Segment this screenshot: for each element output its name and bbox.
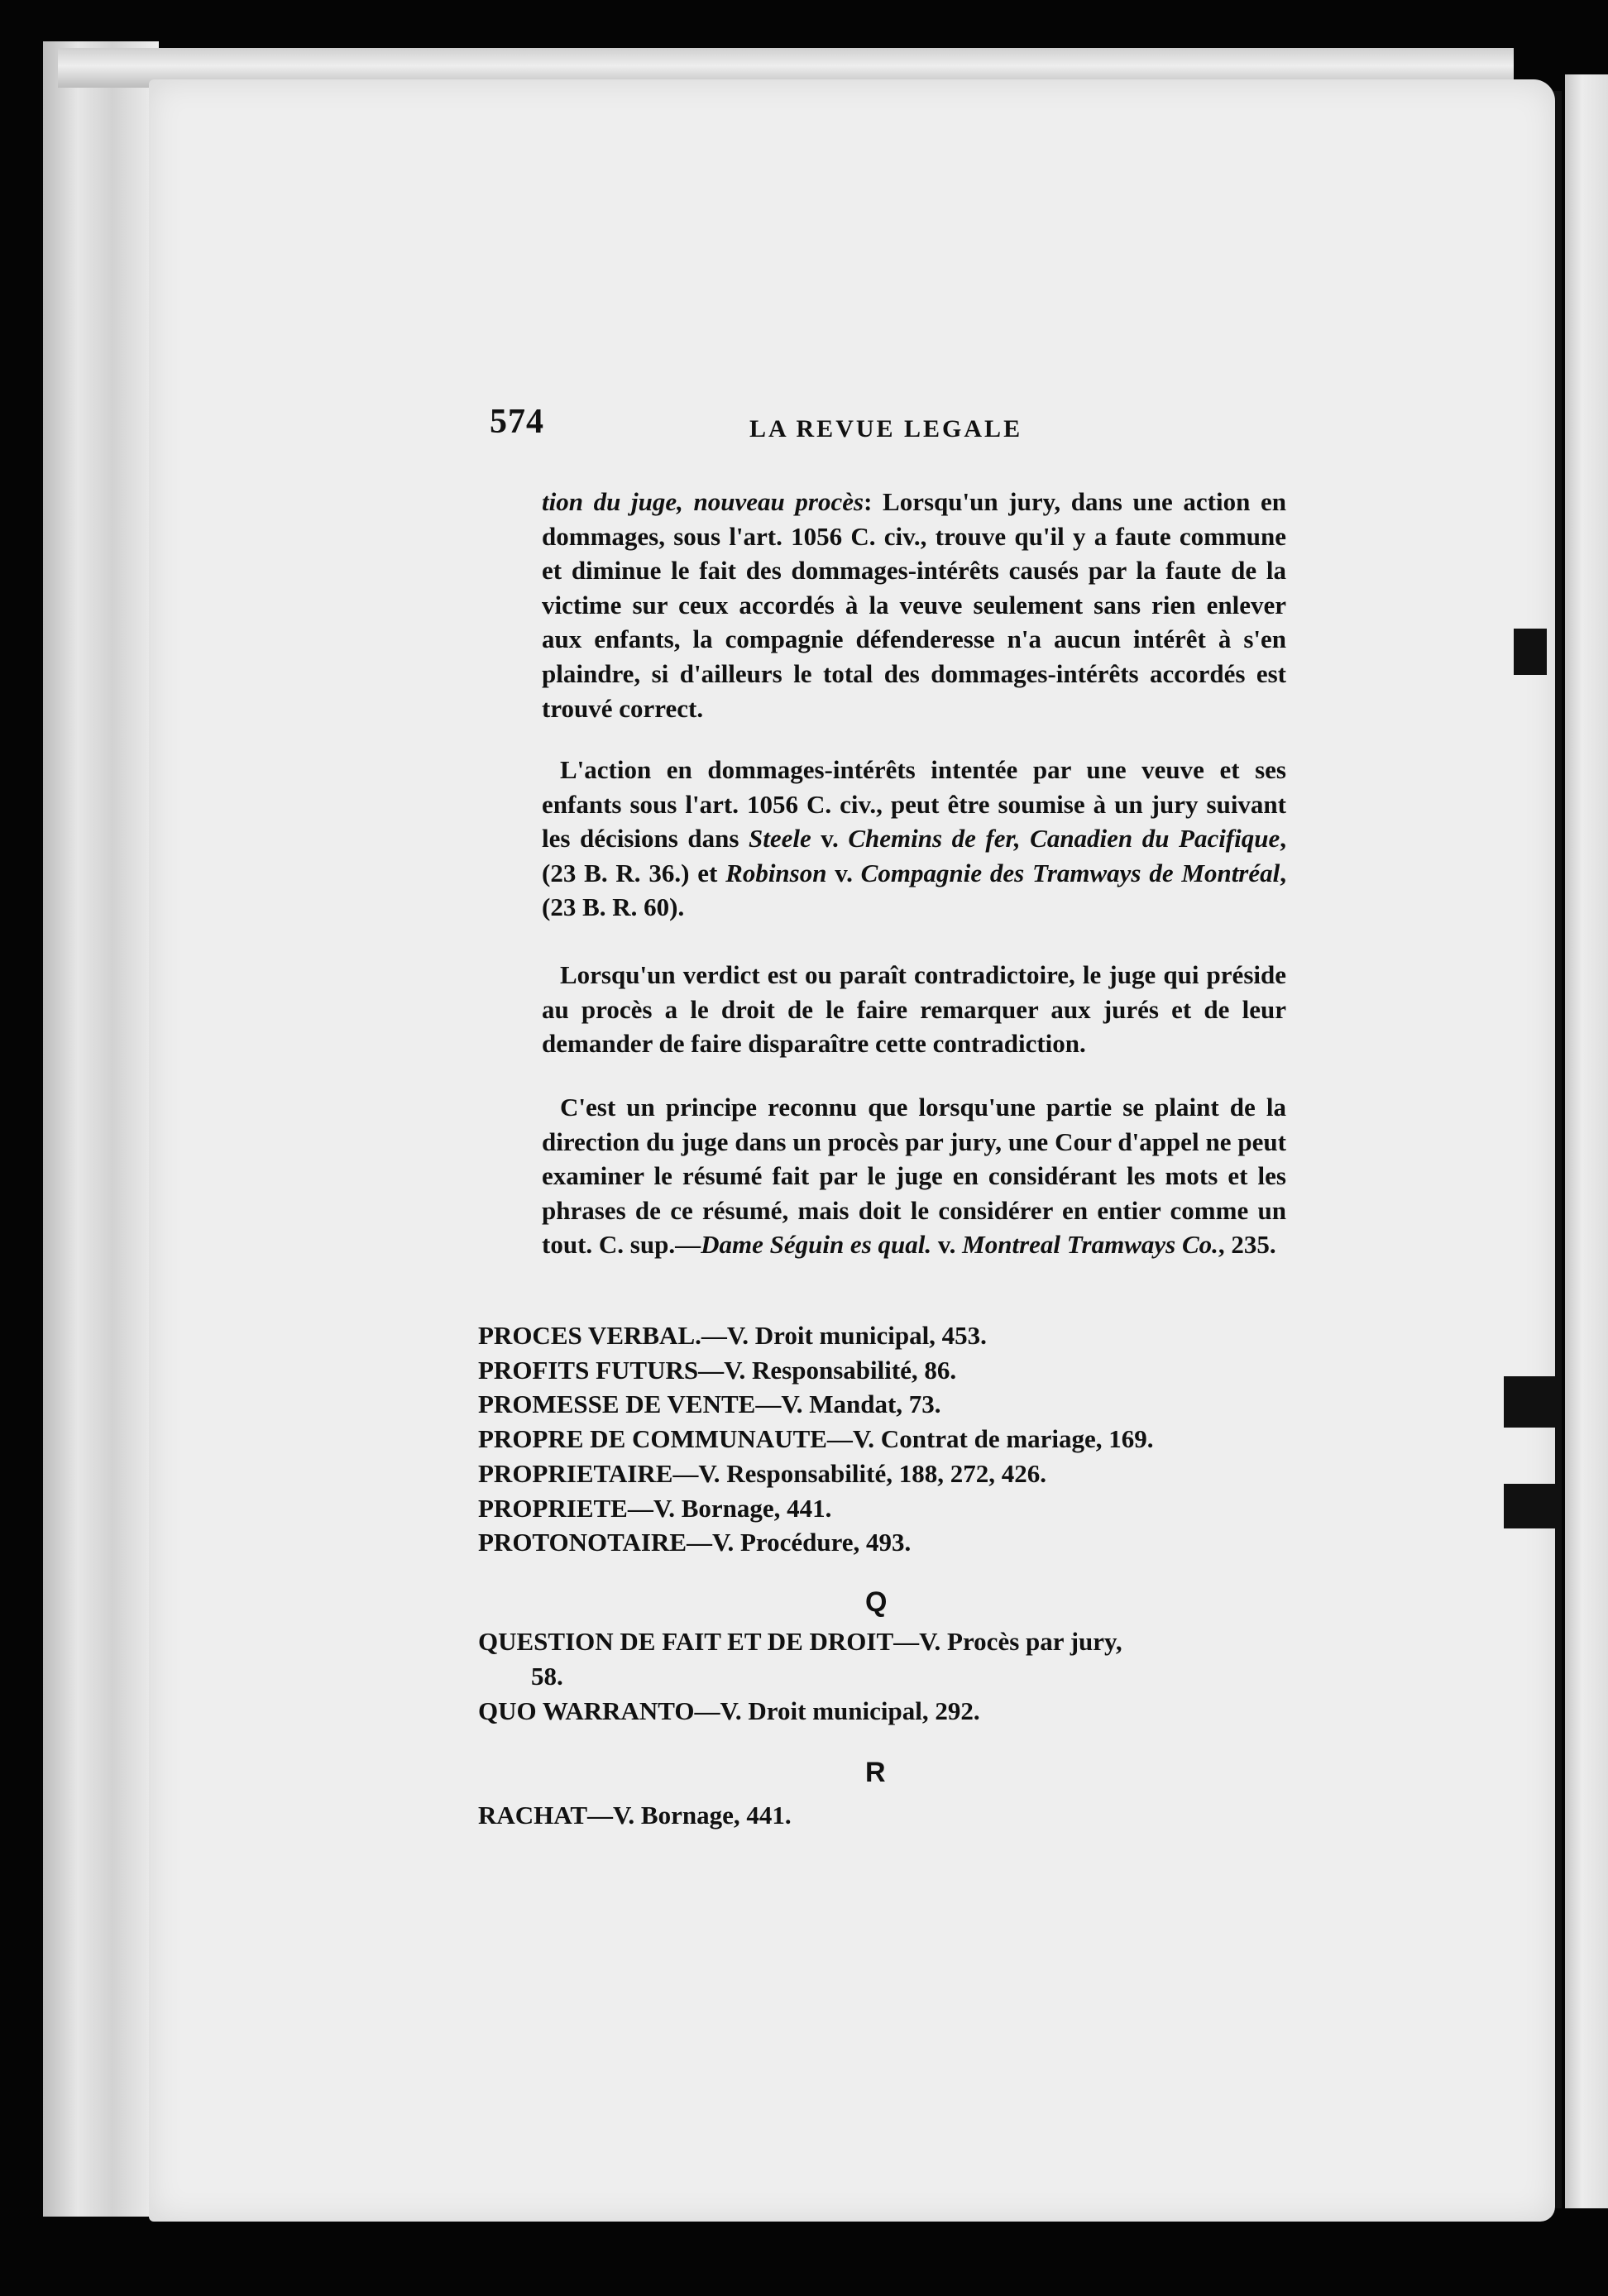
italic-lead: tion du juge, nouveau procès xyxy=(542,487,864,516)
index-entry: PROTONOTAIRE—V. Procédure, 493. xyxy=(478,1528,912,1557)
paragraph xyxy=(542,1090,1286,1262)
index-entry: PROPRE DE COMMUNAUTE—V. Contrat de mariage, 169. xyxy=(478,1424,1154,1454)
text-segment: v. xyxy=(811,824,849,854)
index-entries-r xyxy=(478,1798,792,1833)
index-entry: PROCES VERBAL.—V. Droit municipal, 453. xyxy=(478,1321,987,1350)
case-name: Dame Séguin es qual. xyxy=(701,1230,932,1260)
index-entry: QUESTION DE FAIT ET DE DROIT—V. Procès par jury, xyxy=(478,1627,1122,1656)
index-entry: PROPRIETAIRE—V. Responsabilité, 188, 272, 426. xyxy=(478,1458,1046,1488)
index-entries-p xyxy=(478,1318,1305,1560)
section-letter-r: R xyxy=(865,1757,886,1788)
text-segment: C'est un principe reconnu que lorsqu'une partie se plaint de la direction du juge dans un procès par jury, une Cour d'appel ne peut examiner le résumé fait par le juge en considérant les mots et les phrases de ce résumé, mais doit le considérer en entier comme un tout. C. sup.— xyxy=(542,1093,1286,1260)
paragraph xyxy=(542,485,1286,725)
index-entry: PROFITS FUTURS—V. Responsabilité, 86. xyxy=(478,1355,957,1385)
page-number: 574 xyxy=(490,403,544,441)
index-entries-q xyxy=(478,1624,1305,1729)
case-name: Robinson xyxy=(725,858,827,887)
index-entry: QUO WARRANTO—V. Droit municipal, 292. xyxy=(478,1696,980,1725)
text-segment: , (23 B. R. 60). xyxy=(542,858,1286,922)
case-name: Steele xyxy=(748,824,811,854)
paragraph-text: Lorsqu'un verdict est ou paraît contradictoire, le juge qui préside au procès a le droit de le faire remarquer aux jurés et de leur demander de faire disparaître cette contradiction. xyxy=(542,960,1286,1059)
section-letter-q: Q xyxy=(865,1586,888,1618)
text-segment: v. xyxy=(826,858,861,887)
running-title: LA REVUE LEGALE xyxy=(749,415,1023,442)
case-name: Chemins de fer, Canadien du Pacifique xyxy=(848,824,1280,854)
index-entry: PROPRIETE—V. Bornage, 441. xyxy=(478,1493,832,1523)
paragraph-text: : Lorsqu'un jury, dans une action en dommages, sous l'art. 1056 C. civ., trouve qu'il y a faute commune et diminue le fait des dommages-intérêts causés par la faute de la victime sur ceux accordés à la veuve seulement sans rien enlever aux enfants, la compagnie défenderesse n'a aucun intérêt à s'en plaindre, si d'ailleurs le total des dommages-intérêts accordés est trouvé correct. xyxy=(542,487,1286,723)
index-entry-continuation: 58. xyxy=(531,1662,563,1691)
case-name: Compagnie des Tramways de Montréal xyxy=(860,858,1280,887)
text-segment: , (23 B. R. 36.) et xyxy=(542,824,1286,887)
text-segment: , 235. xyxy=(1218,1230,1276,1260)
paragraph xyxy=(542,753,1286,925)
text-segment: L'action en dommages-intérêts intentée par une veuve et ses enfants sous l'art. 1056 C. civ., peut être soumise à un jury suivant les décisions dans xyxy=(542,755,1286,854)
index-entry: RACHAT—V. Bornage, 441. xyxy=(478,1801,792,1830)
paragraph xyxy=(542,958,1286,1061)
index-entry: PROMESSE DE VENTE—V. Mandat, 73. xyxy=(478,1390,941,1419)
text-segment: v. xyxy=(931,1230,963,1260)
case-name: Montreal Tramways Co. xyxy=(962,1230,1218,1260)
